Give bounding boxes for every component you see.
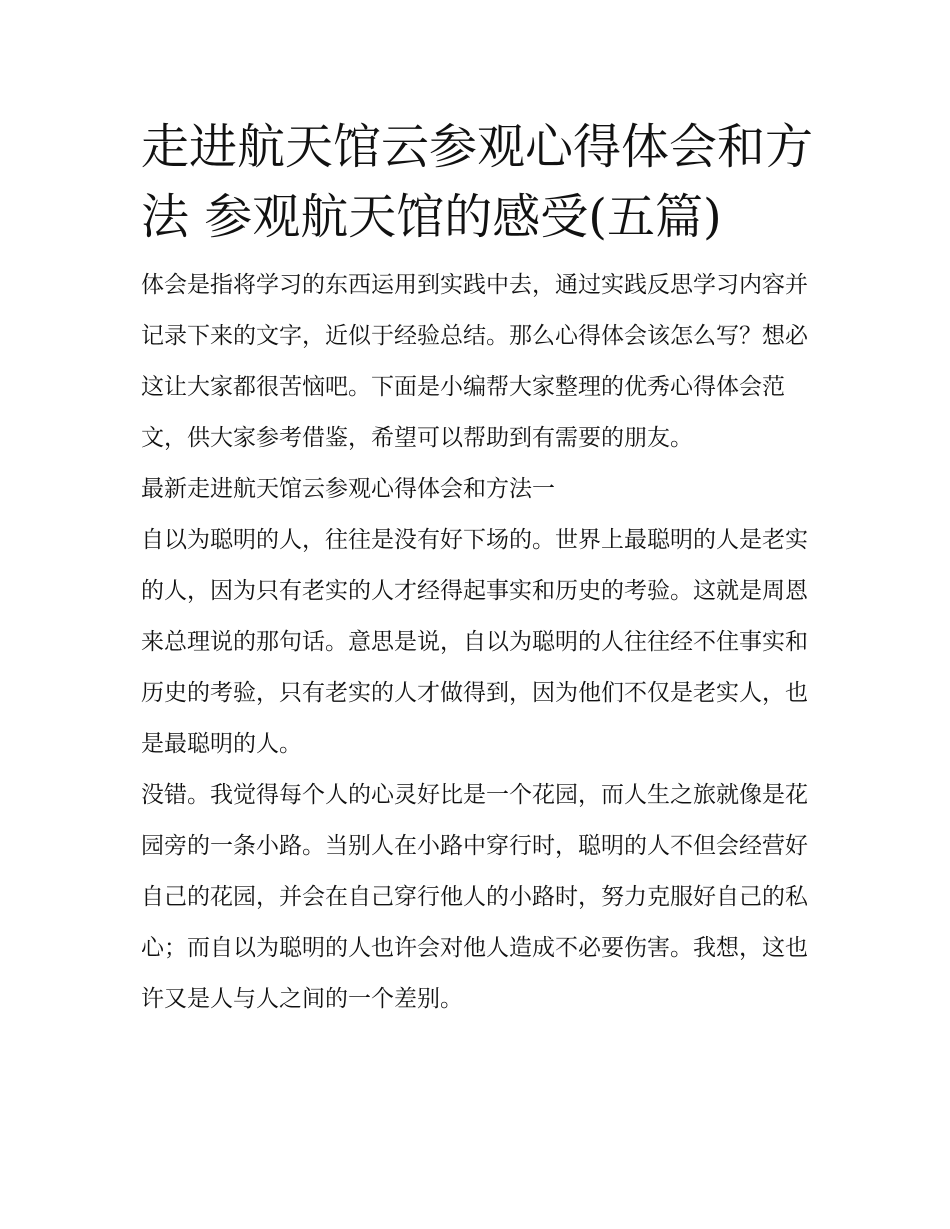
body-paragraph-2: 没错。我觉得每个人的心灵好比是一个花园，而人生之旅就像是花园旁的一条小路。当别人在小路中穿行时，聪明的人不但会经营好自己的花园，并会在自己穿行他人的小路时，努力克服好自己的私心；而自以为聪明的人也许会对他人造成不必要伤害。我想，这也许又是人与人之间的一个差别。 (141, 782, 808, 1012)
intro-paragraph: 体会是指将学习的东西运用到实践中去，通过实践反思学习内容并记录下来的文字，近似于经验总结。那么心得体会该怎么写？想必这让大家都很苦恼吧。下面是小编帮大家整理的优秀心得体会范文，供大家参考借鉴，希望可以帮助到有需要的朋友。 (141, 272, 808, 451)
body-paragraph-1: 自以为聪明的人，往往是没有好下场的。世界上最聪明的人是老实的人，因为只有老实的人才经得起事实和历史的考验。这就是周恩来总理说的那句话。意思是说，自以为聪明的人往往经不住事实和历史的考验，只有老实的人才做得到，因为他们不仅是老实人，也是最聪明的人。 (141, 527, 808, 757)
section-heading: 最新走进航天馆云参观心得体会和方法一 (141, 476, 555, 502)
document-body (141, 112, 821, 1025)
document-title: 走进航天馆云参观心得体会和方法 参观航天馆的感受(五篇) (141, 119, 814, 245)
